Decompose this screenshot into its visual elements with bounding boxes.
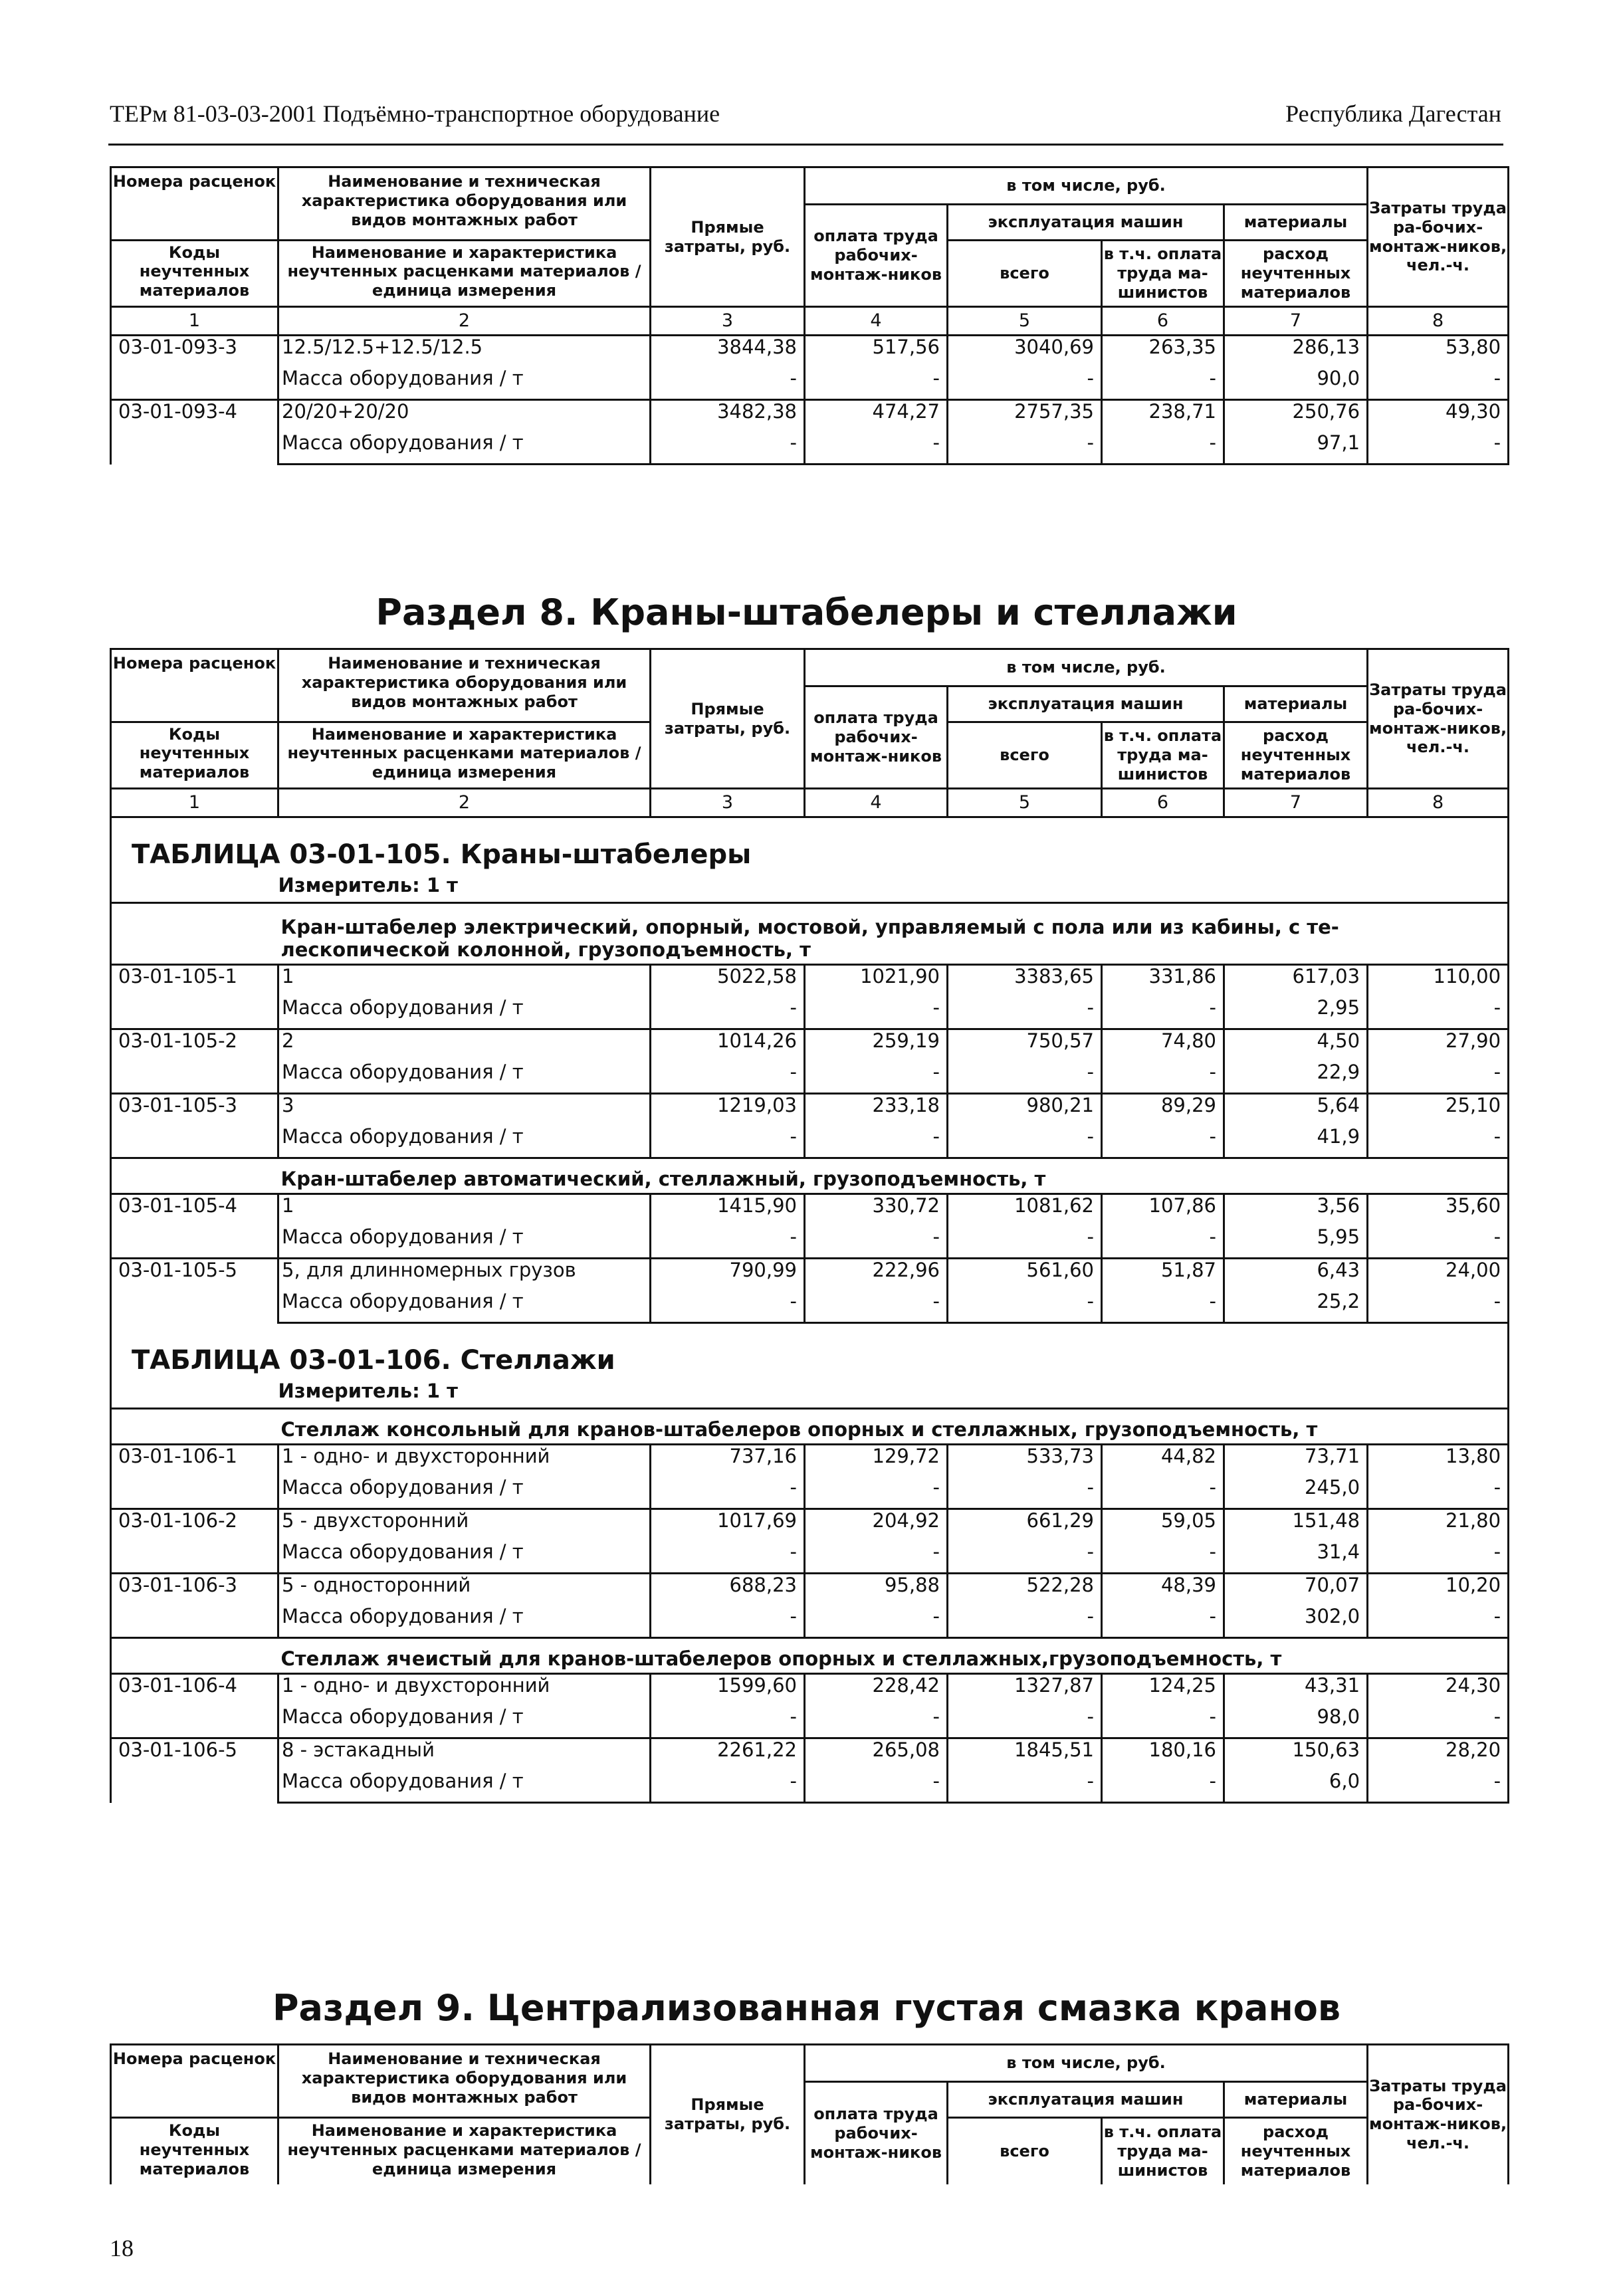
col-head-labor-pay: оплата труда рабочих-монтаж-ников: [805, 2082, 948, 2184]
sub-value: -: [805, 1226, 948, 1259]
col-head-machines: эксплуатация машин: [948, 205, 1224, 241]
col-head-name-top: Наименование и техническая характеристика оборудования или видов монтажных работ: [278, 2045, 651, 2118]
rate-name: 5, для длинномерных грузов: [278, 1259, 651, 1291]
labor-pay: 228,42: [805, 1674, 948, 1707]
materials: 3,56: [1224, 1194, 1368, 1227]
machines-total: 561,60: [948, 1259, 1102, 1291]
sub-value: -: [805, 1126, 948, 1158]
sub-name: Масса оборудования / т: [278, 1541, 651, 1574]
sub-value: -: [1368, 1126, 1509, 1158]
rate-code: 03-01-105-3: [111, 1094, 278, 1158]
sub-name: Масса оборудования / т: [278, 367, 651, 400]
sub-value: -: [948, 1477, 1102, 1509]
rates-table-section-8: [110, 648, 1509, 1804]
sub-value: 5,95: [1224, 1226, 1368, 1259]
col-head-materials: материалы: [1224, 205, 1368, 241]
labor-hours: 27,90: [1368, 1029, 1509, 1062]
rate-code: 03-01-106-1: [111, 1445, 278, 1509]
col-number: 4: [805, 307, 948, 336]
sub-value: -: [948, 1541, 1102, 1574]
labor-pay: 95,88: [805, 1574, 948, 1606]
col-head-direct: Прямые затраты, руб.: [651, 649, 805, 789]
col-number: 7: [1224, 307, 1368, 336]
labor-pay: 265,08: [805, 1738, 948, 1771]
sub-value: -: [1102, 1291, 1224, 1323]
sub-value: 41,9: [1224, 1126, 1368, 1158]
sub-value: -: [651, 432, 805, 465]
col-number: 1: [111, 307, 278, 336]
col-number: 3: [651, 789, 805, 817]
sub-value: -: [805, 1477, 948, 1509]
sub-value: -: [805, 1541, 948, 1574]
labor-pay: 129,72: [805, 1445, 948, 1477]
sub-value: -: [1368, 367, 1509, 400]
rates-table-section-9: [110, 2043, 1509, 2184]
materials: 70,07: [1224, 1574, 1368, 1606]
rate-name: 1 - одно- и двухсторонний: [278, 1674, 651, 1707]
col-head-codes-bottom: Коды неучтенных материалов: [111, 2118, 278, 2184]
sub-value: -: [1368, 432, 1509, 465]
col-head-name-bottom: Наименование и характеристика неучтенных расценками материалов / единица измерения: [278, 241, 651, 307]
group-spacer: [111, 1409, 278, 1445]
sub-name: Масса оборудования / т: [278, 432, 651, 465]
labor-hours: 53,80: [1368, 336, 1509, 368]
machines-total: 1081,62: [948, 1194, 1102, 1227]
machines-total: 750,57: [948, 1029, 1102, 1062]
rate-name: 5 - односторонний: [278, 1574, 651, 1606]
sub-value: -: [805, 367, 948, 400]
materials: 73,71: [1224, 1445, 1368, 1477]
rate-name: 2: [278, 1029, 651, 1062]
sub-value: -: [805, 1706, 948, 1738]
col-head-materials: материалы: [1224, 686, 1368, 722]
direct-cost: 3844,38: [651, 336, 805, 368]
sub-value: -: [948, 1061, 1102, 1094]
machines-total: 661,29: [948, 1509, 1102, 1542]
sub-value: -: [805, 432, 948, 465]
col-number: 6: [1102, 307, 1224, 336]
rate-code: 03-01-105-4: [111, 1194, 278, 1259]
machines-labor: 263,35: [1102, 336, 1224, 368]
labor-hours: 13,80: [1368, 1445, 1509, 1477]
sub-value: -: [1102, 1770, 1224, 1803]
sub-value: -: [1102, 997, 1224, 1029]
labor-hours: 35,60: [1368, 1194, 1509, 1227]
sub-value: -: [805, 1770, 948, 1803]
table-105-measure: Измеритель: 1 т: [278, 870, 1509, 903]
col-head-name-bottom: Наименование и характеристика неучтенных расценками материалов / единица измерения: [278, 2118, 651, 2184]
sub-value: 245,0: [1224, 1477, 1368, 1509]
rate-code: 03-01-105-1: [111, 965, 278, 1029]
col-head-labor-cost: Затраты труда ра-бочих-монтаж-ников, чел.-ч.: [1368, 649, 1509, 789]
rate-name: 1: [278, 1194, 651, 1227]
machines-labor: 74,80: [1102, 1029, 1224, 1062]
materials: 43,31: [1224, 1674, 1368, 1707]
rate-name: 8 - эстакадный: [278, 1738, 651, 1771]
labor-pay: 517,56: [805, 336, 948, 368]
sub-name: Масса оборудования / т: [278, 1126, 651, 1158]
rate-code: 03-01-106-2: [111, 1509, 278, 1574]
labor-hours: 25,10: [1368, 1094, 1509, 1126]
col-head-machines: эксплуатация машин: [948, 686, 1224, 722]
table-106-measure: Измеритель: 1 т: [278, 1376, 1509, 1409]
sub-value: 25,2: [1224, 1291, 1368, 1323]
machines-labor: 238,71: [1102, 400, 1224, 433]
sub-value: -: [948, 432, 1102, 465]
machines-total: 533,73: [948, 1445, 1102, 1477]
sub-value: -: [1102, 1541, 1224, 1574]
col-head-materials: материалы: [1224, 2082, 1368, 2118]
sub-value: 90,0: [1224, 367, 1368, 400]
labor-hours: 49,30: [1368, 400, 1509, 433]
table-105-group-2: Кран-штабелер автоматический, стеллажный, грузоподъемность, т: [278, 1158, 1509, 1194]
sub-value: -: [1102, 1606, 1224, 1638]
labor-pay: 204,92: [805, 1509, 948, 1542]
rate-name: 20/20+20/20: [278, 400, 651, 433]
direct-cost: 1415,90: [651, 1194, 805, 1227]
col-head-machines-total: всего: [948, 2118, 1102, 2184]
labor-hours: 21,80: [1368, 1509, 1509, 1542]
col-head-name-bottom: Наименование и характеристика неучтенных расценками материалов / единица измерения: [278, 722, 651, 789]
col-head-materials-sub: расход неучтенных материалов: [1224, 722, 1368, 789]
col-head-machines-total: всего: [948, 241, 1102, 307]
labor-pay: 222,96: [805, 1259, 948, 1291]
direct-cost: 3482,38: [651, 400, 805, 433]
sub-value: -: [651, 1606, 805, 1638]
direct-cost: 737,16: [651, 1445, 805, 1477]
direct-cost: 2261,22: [651, 1738, 805, 1771]
sub-value: -: [1368, 997, 1509, 1029]
col-head-codes-top: Номера расценок: [111, 649, 278, 722]
labor-hours: 110,00: [1368, 965, 1509, 997]
sub-value: -: [1368, 1291, 1509, 1323]
sub-value: -: [651, 997, 805, 1029]
labor-hours: 10,20: [1368, 1574, 1509, 1606]
rates-table-093: [110, 166, 1509, 465]
col-head-machines: эксплуатация машин: [948, 2082, 1224, 2118]
sub-value: -: [1368, 1706, 1509, 1738]
col-head-name-top: Наименование и техническая характеристика оборудования или видов монтажных работ: [278, 167, 651, 241]
sub-value: -: [1368, 1541, 1509, 1574]
measure-spacer: [111, 1376, 278, 1409]
machines-total: 3383,65: [948, 965, 1102, 997]
labor-hours: 24,30: [1368, 1674, 1509, 1707]
col-head-machines-incl: в т.ч. оплата труда ма-шинистов: [1102, 722, 1224, 789]
machines-total: 980,21: [948, 1094, 1102, 1126]
rate-name: 3: [278, 1094, 651, 1126]
sub-value: -: [651, 1770, 805, 1803]
sub-name: Масса оборудования / т: [278, 1706, 651, 1738]
sub-value: -: [1368, 1477, 1509, 1509]
machines-labor: 89,29: [1102, 1094, 1224, 1126]
group-spacer: [111, 1638, 278, 1674]
sub-value: -: [651, 1061, 805, 1094]
labor-pay: 330,72: [805, 1194, 948, 1227]
sub-value: -: [651, 1477, 805, 1509]
group-spacer: [111, 1158, 278, 1194]
sub-value: 22,9: [1224, 1061, 1368, 1094]
sub-value: -: [1368, 1770, 1509, 1803]
rate-code: 03-01-105-5: [111, 1259, 278, 1323]
sub-value: -: [1102, 1061, 1224, 1094]
sub-name: Масса оборудования / т: [278, 1061, 651, 1094]
labor-pay: 1021,90: [805, 965, 948, 997]
col-head-incl: в том числе, руб.: [805, 167, 1368, 205]
col-head-name-top: Наименование и техническая характеристика оборудования или видов монтажных работ: [278, 649, 651, 722]
col-head-incl: в том числе, руб.: [805, 649, 1368, 686]
sub-value: 98,0: [1224, 1706, 1368, 1738]
machines-total: 1327,87: [948, 1674, 1102, 1707]
sub-name: Масса оборудования / т: [278, 1770, 651, 1803]
col-number: 8: [1368, 307, 1509, 336]
col-number: 2: [278, 789, 651, 817]
measure-spacer: [111, 870, 278, 903]
col-head-materials-sub: расход неучтенных материалов: [1224, 241, 1368, 307]
machines-labor: 180,16: [1102, 1738, 1224, 1771]
direct-cost: 1219,03: [651, 1094, 805, 1126]
materials: 150,63: [1224, 1738, 1368, 1771]
table-106-group-2: Стеллаж ячеистый для кранов-штабелеров опорных и стеллажных,грузоподъемность, т: [278, 1638, 1509, 1674]
sub-name: Масса оборудования / т: [278, 997, 651, 1029]
sub-value: -: [1102, 1706, 1224, 1738]
direct-cost: 1017,69: [651, 1509, 805, 1542]
materials: 250,76: [1224, 400, 1368, 433]
table-105-group-1: Кран-штабелер электрический, опорный, мостовой, управляемый с пола или из кабины, с те-лескопической колонной, грузоподъемность, т: [278, 903, 1509, 965]
sub-value: -: [1102, 1477, 1224, 1509]
sub-name: Масса оборудования / т: [278, 1291, 651, 1323]
col-head-machines-total: всего: [948, 722, 1102, 789]
sub-name: Масса оборудования / т: [278, 1477, 651, 1509]
sub-value: -: [651, 367, 805, 400]
col-head-codes-bottom: Коды неучтенных материалов: [111, 241, 278, 307]
machines-labor: 124,25: [1102, 1674, 1224, 1707]
rate-name: 1 - одно- и двухсторонний: [278, 1445, 651, 1477]
sub-value: -: [948, 997, 1102, 1029]
col-number: 1: [111, 789, 278, 817]
col-head-codes-top: Номера расценок: [111, 167, 278, 241]
sub-value: -: [948, 1706, 1102, 1738]
sub-value: -: [1368, 1226, 1509, 1259]
sub-name: Масса оборудования / т: [278, 1606, 651, 1638]
machines-labor: 48,39: [1102, 1574, 1224, 1606]
rate-code: 03-01-093-4: [111, 400, 278, 465]
running-header-region: Республика Дагестан: [1285, 100, 1501, 127]
sub-value: 31,4: [1224, 1541, 1368, 1574]
sub-value: -: [805, 1291, 948, 1323]
sub-value: -: [805, 997, 948, 1029]
materials: 4,50: [1224, 1029, 1368, 1062]
direct-cost: 790,99: [651, 1259, 805, 1291]
sub-value: 97,1: [1224, 432, 1368, 465]
sub-value: -: [651, 1706, 805, 1738]
labor-pay: 259,19: [805, 1029, 948, 1062]
rate-code: 03-01-105-2: [111, 1029, 278, 1094]
table-106-group-1: Стеллаж консольный для кранов-штабелеров опорных и стеллажных, грузоподъемность, т: [278, 1409, 1509, 1445]
col-head-labor-cost: Затраты труда ра-бочих-монтаж-ников, чел.-ч.: [1368, 2045, 1509, 2184]
col-head-machines-incl: в т.ч. оплата труда ма-шинистов: [1102, 2118, 1224, 2184]
materials: 151,48: [1224, 1509, 1368, 1542]
col-number: 3: [651, 307, 805, 336]
sub-value: -: [1368, 1061, 1509, 1094]
section-9-title: Раздел 9. Централизованная густая смазка кранов: [272, 1987, 1341, 2029]
rate-name: 5 - двухсторонний: [278, 1509, 651, 1542]
sub-value: -: [805, 1606, 948, 1638]
machines-labor: 59,05: [1102, 1509, 1224, 1542]
group-spacer: [111, 903, 278, 965]
running-header-title: ТЕРм 81-03-03-2001 Подъёмно-транспортное оборудование: [110, 100, 720, 127]
table-106-title: ТАБЛИЦА 03-01-106. Стеллажи: [111, 1323, 1509, 1376]
machines-labor: 331,86: [1102, 965, 1224, 997]
sub-value: -: [1102, 367, 1224, 400]
materials: 5,64: [1224, 1094, 1368, 1126]
sub-value: -: [1102, 1226, 1224, 1259]
materials: 617,03: [1224, 965, 1368, 997]
col-number: 5: [948, 789, 1102, 817]
sub-name: Масса оборудования / т: [278, 1226, 651, 1259]
col-head-direct: Прямые затраты, руб.: [651, 2045, 805, 2184]
machines-labor: 107,86: [1102, 1194, 1224, 1227]
col-number: 6: [1102, 789, 1224, 817]
sub-value: 302,0: [1224, 1606, 1368, 1638]
table-105-title: ТАБЛИЦА 03-01-105. Краны-штабелеры: [111, 817, 1509, 871]
col-number: 2: [278, 307, 651, 336]
machines-total: 522,28: [948, 1574, 1102, 1606]
rate-name: 1: [278, 965, 651, 997]
sub-value: -: [1102, 432, 1224, 465]
labor-pay: 233,18: [805, 1094, 948, 1126]
machines-total: 3040,69: [948, 336, 1102, 368]
rate-code: 03-01-106-5: [111, 1738, 278, 1803]
machines-labor: 51,87: [1102, 1259, 1224, 1291]
rate-code: 03-01-106-3: [111, 1574, 278, 1638]
sub-value: -: [805, 1061, 948, 1094]
col-head-incl: в том числе, руб.: [805, 2045, 1368, 2082]
col-head-codes-bottom: Коды неучтенных материалов: [111, 722, 278, 789]
sub-value: -: [948, 367, 1102, 400]
col-head-labor-pay: оплата труда рабочих-монтаж-ников: [805, 686, 948, 789]
col-number: 7: [1224, 789, 1368, 817]
col-head-labor-pay: оплата труда рабочих-монтаж-ников: [805, 205, 948, 307]
sub-value: -: [651, 1226, 805, 1259]
sub-value: -: [651, 1291, 805, 1323]
direct-cost: 1599,60: [651, 1674, 805, 1707]
sub-value: -: [651, 1541, 805, 1574]
page-number: 18: [110, 2235, 134, 2261]
direct-cost: 1014,26: [651, 1029, 805, 1062]
rate-code: 03-01-106-4: [111, 1674, 278, 1738]
machines-total: 2757,35: [948, 400, 1102, 433]
sub-value: -: [948, 1606, 1102, 1638]
rate-code: 03-01-093-3: [111, 336, 278, 400]
col-number: 5: [948, 307, 1102, 336]
col-number: 8: [1368, 789, 1509, 817]
sub-value: -: [948, 1770, 1102, 1803]
labor-hours: 24,00: [1368, 1259, 1509, 1291]
direct-cost: 688,23: [651, 1574, 805, 1606]
col-head-codes-top: Номера расценок: [111, 2045, 278, 2118]
col-head-labor-cost: Затраты труда ра-бочих-монтаж-ников, чел.-ч.: [1368, 167, 1509, 307]
sub-value: 2,95: [1224, 997, 1368, 1029]
sub-value: -: [1102, 1126, 1224, 1158]
sub-value: -: [948, 1126, 1102, 1158]
rate-name: 12.5/12.5+12.5/12.5: [278, 336, 651, 368]
col-head-direct: Прямые затраты, руб.: [651, 167, 805, 307]
col-head-machines-incl: в т.ч. оплата труда ма-шинистов: [1102, 241, 1224, 307]
materials: 6,43: [1224, 1259, 1368, 1291]
labor-pay: 474,27: [805, 400, 948, 433]
materials: 286,13: [1224, 336, 1368, 368]
section-8-title: Раздел 8. Краны-штабелеры и стеллажи: [376, 591, 1237, 633]
sub-value: -: [1368, 1606, 1509, 1638]
labor-hours: 28,20: [1368, 1738, 1509, 1771]
header-rule: [108, 144, 1503, 146]
direct-cost: 5022,58: [651, 965, 805, 997]
machines-total: 1845,51: [948, 1738, 1102, 1771]
sub-value: -: [948, 1226, 1102, 1259]
sub-value: 6,0: [1224, 1770, 1368, 1803]
col-head-materials-sub: расход неучтенных материалов: [1224, 2118, 1368, 2184]
machines-labor: 44,82: [1102, 1445, 1224, 1477]
sub-value: -: [651, 1126, 805, 1158]
col-number: 4: [805, 789, 948, 817]
sub-value: -: [948, 1291, 1102, 1323]
